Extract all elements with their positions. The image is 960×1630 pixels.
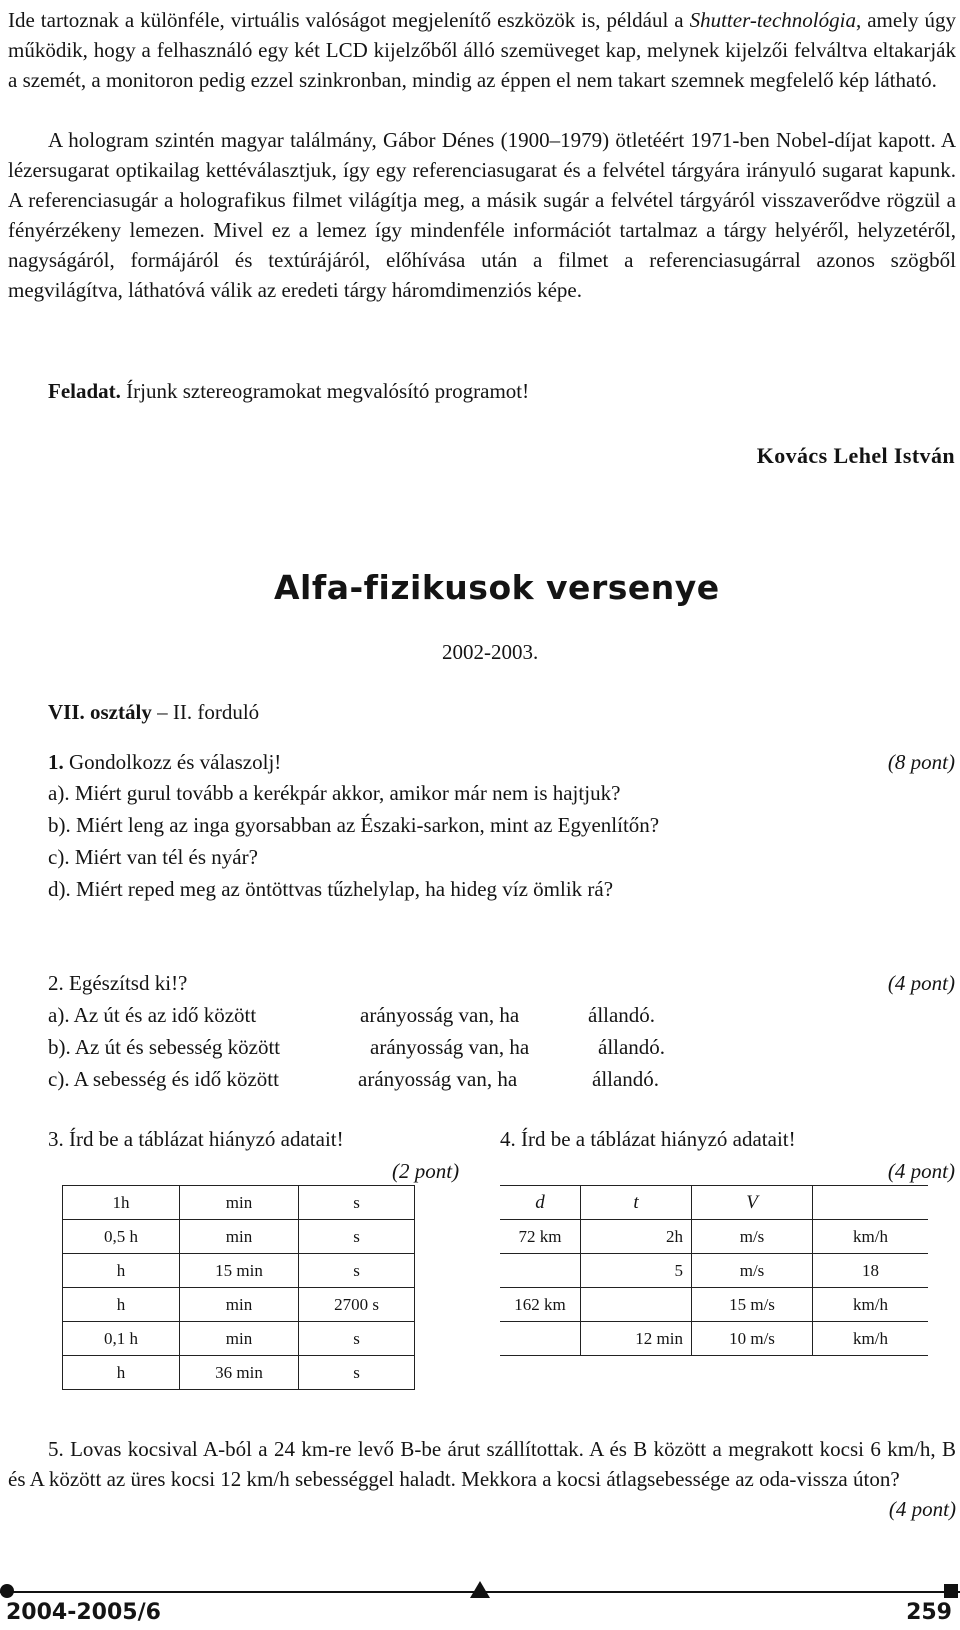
table-row	[63, 1288, 415, 1322]
table-row	[63, 1322, 415, 1356]
table-cell: 0,5 h	[63, 1220, 180, 1254]
contest-title: Alfa-fizikusok versenye	[274, 568, 720, 607]
table-row	[63, 1254, 415, 1288]
table-cell: 2h	[581, 1220, 692, 1254]
table-row	[63, 1356, 415, 1390]
footer-triangle-icon	[470, 1581, 490, 1598]
table-row	[63, 1220, 415, 1254]
q2-points: (4 pont)	[887, 971, 955, 995]
q2-item-b-part2: arányosság van, ha	[370, 1035, 530, 1059]
table-cell: 10 m/s	[692, 1322, 813, 1356]
task-line	[48, 376, 529, 406]
q1-title	[48, 747, 281, 777]
table-row	[500, 1288, 928, 1322]
table-cell: h	[63, 1288, 180, 1322]
table-cell	[500, 1254, 581, 1288]
class-label: VII. osztály	[48, 700, 152, 724]
table-row	[500, 1186, 928, 1220]
table-row	[500, 1220, 928, 1254]
q5-points: (4 pont)	[888, 1497, 956, 1521]
table-row	[500, 1254, 928, 1288]
table-cell: 162 km	[500, 1288, 581, 1322]
q2-item-c-part2: arányosság van, ha	[358, 1067, 518, 1091]
italic-term: Shutter-technológia	[689, 8, 856, 32]
q1-points: (8 pont)	[887, 750, 955, 774]
table-header-cell: V	[692, 1186, 813, 1220]
q1-number: 1.	[48, 750, 64, 774]
table-header-cell: d	[500, 1186, 581, 1220]
table-cell	[581, 1288, 692, 1322]
table-cell: m/s	[692, 1254, 813, 1288]
table-cell: s	[299, 1186, 415, 1220]
q2-item-c-part1: c). A sebesség és idő között	[48, 1067, 279, 1091]
table-header-cell: t	[581, 1186, 692, 1220]
q1-item-b: b). Miért leng az inga gyorsabban az Északi-sarkon, mint az Egyenlítőn?	[48, 813, 660, 837]
class-round	[48, 697, 259, 727]
table-header-cell	[813, 1186, 929, 1220]
q3-points: (2 pont)	[392, 1159, 460, 1183]
task-text: Írjunk sztereogramokat megvalósító programot!	[120, 379, 530, 403]
table-cell: 1h	[63, 1186, 180, 1220]
q2-item-b-part3: állandó.	[598, 1035, 666, 1059]
q4-table	[500, 1185, 928, 1356]
table-cell: s	[299, 1322, 415, 1356]
table-cell: 15 m/s	[692, 1288, 813, 1322]
table-cell: 15 min	[180, 1254, 299, 1288]
q1-item-d: d). Miért reped meg az öntöttvas tűzhelylap, ha hideg víz ömlik rá?	[48, 877, 614, 901]
table-cell	[500, 1322, 581, 1356]
q2-item-a-part1: a). Az út és az idő között	[48, 1003, 257, 1027]
author-signature: Kovács Lehel István	[756, 443, 955, 468]
q2-item-c-part3: állandó.	[592, 1067, 660, 1091]
q4-points: (4 pont)	[887, 1159, 955, 1183]
footer-page-number: 259	[906, 1600, 952, 1625]
table-cell: km/h	[813, 1220, 929, 1254]
table-cell: s	[299, 1220, 415, 1254]
table-cell: min	[180, 1220, 299, 1254]
task-label: Feladat.	[48, 379, 121, 403]
q4-title: 4. Írd be a táblázat hiányzó adatait!	[500, 1127, 796, 1151]
q2-item-a-part3: állandó.	[588, 1003, 656, 1027]
text-run: , amely úgy működik, hogy a felhasználó egy két LCD kijelzőből álló szemüveget kap, melynek kijelzői felváltva eltakarják a szemét, a monitoron pedig ezzel szinkronban, mindig az éppen el nem takart szemnek megfelelő kép látható.	[8, 8, 957, 92]
q2-title: 2. Egészítsd ki!?	[48, 971, 188, 995]
q1-item-a: a). Miért gurul tovább a kerékpár akkor, amikor már nem is hajtjuk?	[48, 781, 621, 805]
round-label: – II. forduló	[151, 700, 260, 724]
q2-item-b-part1: b). Az út és sebesség között	[48, 1035, 281, 1059]
table-cell: 0,1 h	[63, 1322, 180, 1356]
table-cell: km/h	[813, 1322, 929, 1356]
text-run: Ide tartoznak a különféle, virtuális valóságot megjelenítő eszközök is, például a	[8, 8, 690, 32]
table-cell: km/h	[813, 1288, 929, 1322]
table-cell: 72 km	[500, 1220, 581, 1254]
table-cell: s	[299, 1254, 415, 1288]
q3-title: 3. Írd be a táblázat hiányzó adatait!	[48, 1127, 344, 1151]
intro-paragraph-1	[8, 5, 956, 95]
q3-table	[62, 1185, 415, 1390]
contest-year: 2002-2003.	[442, 640, 539, 664]
footer-rule	[0, 1591, 960, 1593]
table-cell: 36 min	[180, 1356, 299, 1390]
table-cell: 18	[813, 1254, 929, 1288]
table-cell: s	[299, 1356, 415, 1390]
q5-text: 5. Lovas kocsival A-ból a 24 km-re levő B-be árut szállítottak. A és B között a megrakott kocsi 6 km/h, B és A között az üres kocsi 12 km/h sebességgel haladt. Mekkora a kocsi átlagsebessége az oda-vissza úton?	[8, 1437, 956, 1491]
table-cell: h	[63, 1356, 180, 1390]
table-row	[63, 1186, 415, 1220]
q1-item-c: c). Miért van tél és nyár?	[48, 845, 258, 869]
table-cell: min	[180, 1186, 299, 1220]
table-row	[500, 1322, 928, 1356]
q2-item-a-part2: arányosság van, ha	[360, 1003, 520, 1027]
table-cell: min	[180, 1288, 299, 1322]
table-cell: h	[63, 1254, 180, 1288]
table-cell: m/s	[692, 1220, 813, 1254]
q1-title-text: Gondolkozz és válaszolj!	[63, 750, 282, 774]
table-cell: min	[180, 1322, 299, 1356]
footer-issue: 2004-2005/6	[6, 1600, 161, 1625]
table-cell: 2700 s	[299, 1288, 415, 1322]
q5-paragraph	[8, 1434, 956, 1524]
table-cell: 12 min	[581, 1322, 692, 1356]
table-cell: 5	[581, 1254, 692, 1288]
intro-paragraph-2: A hologram szintén magyar találmány, Gábor Dénes (1900–1979) ötletéért 1971-ben Nobel-díjat kapott. A lézersugarat optikailag kettéválasztjuk, így egy referenciasugarat és a felvétel tárgyára irányuló sugarat kapunk. A referenciasugár a holografikus filmet világítja meg, a másik sugár a felvétel tárgyáról visszaverődve rögzül a fényérzékeny lemezen. Mivel ez a lemez így mindenféle információt tartalmaz a tárgy helyéről, helyzetéről, nagyságáról, formájáról és textúrájáról, előhívása után a filmet a referenciasugárral azonos szögből megvilágítva, láthatóvá válik az eredeti tárgy háromdimenziós képe.	[8, 128, 956, 302]
